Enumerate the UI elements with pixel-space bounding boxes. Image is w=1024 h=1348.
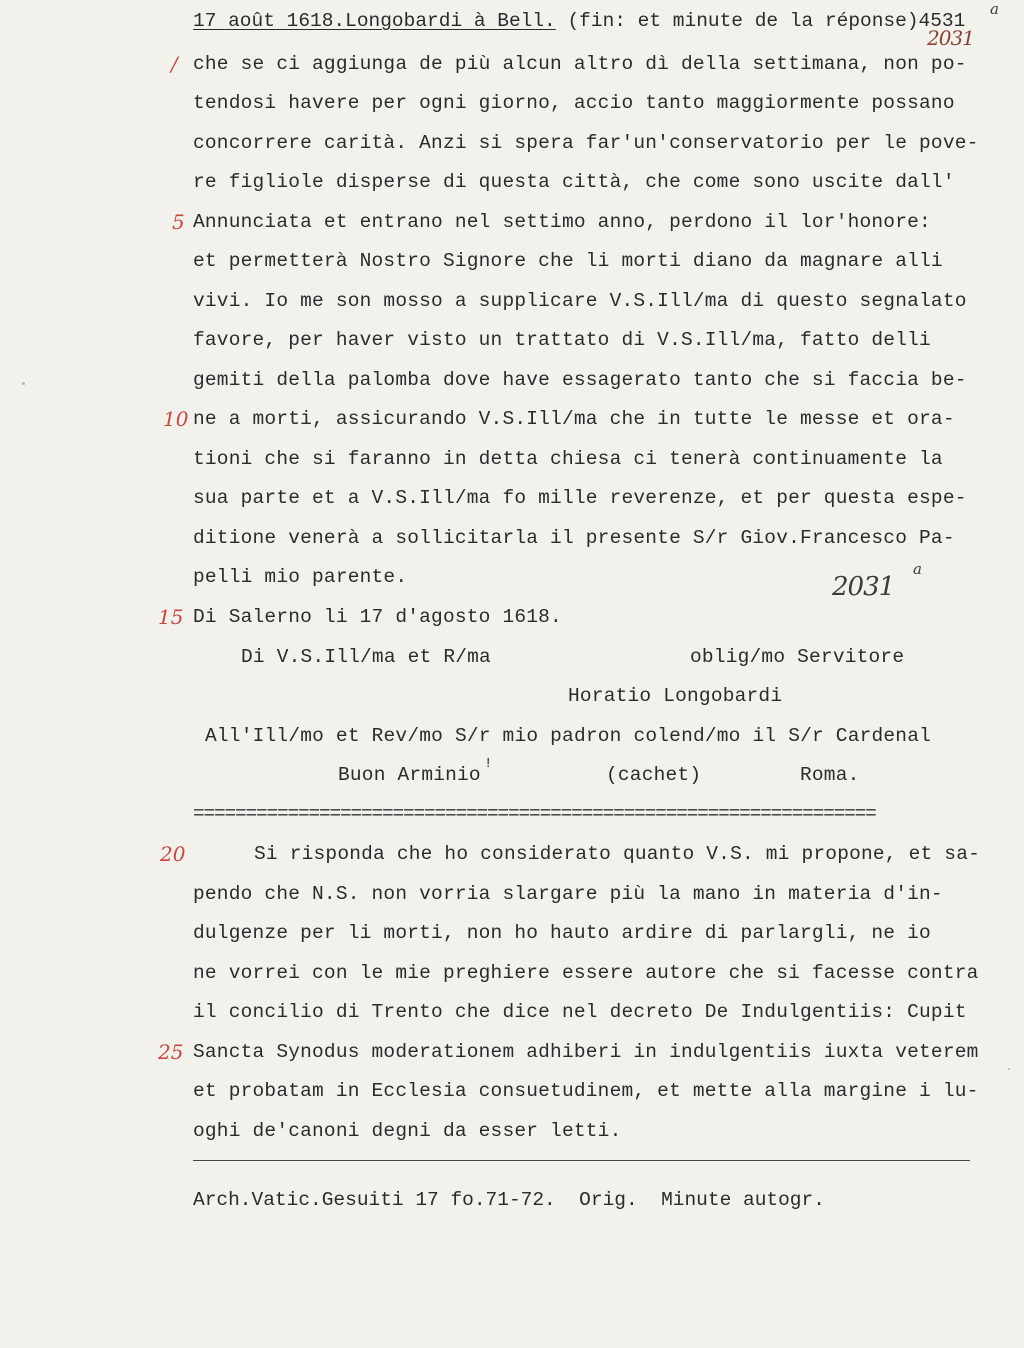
letter-line: tendosi havere per ogni giorno, accio tanto maggiormente possano <box>193 92 955 114</box>
letter-line: re figliole disperse di questa città, che come sono uscite dall' <box>193 171 955 193</box>
address-line: All'Ill/mo et Rev/mo S/r mio padron colend/mo il S/r Cardenal <box>205 725 932 747</box>
date-line: Di Salerno li 17 d'agosto 1618. <box>193 606 562 628</box>
reply-line: il concilio di Trento che dice nel decreto De Indulgentiis: Cupit <box>193 1001 967 1023</box>
letter-line: ne a morti, assicurando V.S.Ill/ma che in tutte le messe et ora- <box>193 408 955 430</box>
reply-line: ne vorrei con le mie preghiere essere autore che si facesse contra <box>193 962 979 984</box>
margin-mark-25: 25 <box>158 1040 184 1064</box>
letter-line: vivi. Io me son mosso a supplicare V.S.Ill/ma di questo segnalato <box>193 290 967 312</box>
document-header <box>193 9 965 33</box>
letter-line: che se ci aggiunga de più alcun altro dì della settimana, non po- <box>193 53 967 75</box>
address-mark: ! <box>484 756 493 772</box>
header-pencil-number: 2031 <box>927 26 974 50</box>
reply-line: oghi de'canoni degni da esser letti. <box>193 1120 622 1142</box>
place-label: Roma. <box>800 764 860 786</box>
reply-line: pendo che N.S. non vorria slargare più la mano in materia d'in- <box>193 883 943 905</box>
margin-mark-1: / <box>171 52 178 76</box>
mid-pencil-sup: a <box>913 560 922 578</box>
separator-line: ================================================================= <box>193 803 876 825</box>
reply-line: Sancta Synodus moderationem adhiberi in indulgentiis iuxta veterem <box>193 1041 979 1063</box>
header-sup-mark: a <box>990 0 999 18</box>
paper-speck <box>22 382 25 385</box>
footer-rule <box>193 1160 970 1161</box>
letter-line: gemiti della palomba dove have essagerato tanto che si faccia be- <box>193 369 967 391</box>
letter-line: sua parte et a V.S.Ill/ma fo mille reverenze, et per questa espe- <box>193 487 967 509</box>
header-rest: (fin: et minute de la réponse)4531 <box>555 10 966 32</box>
margin-mark-15: 15 <box>158 605 184 629</box>
letter-line: pelli mio parente. <box>193 566 408 588</box>
margin-mark-20: 20 <box>160 842 186 866</box>
salutation-left: Di V.S.Ill/ma et R/ma <box>241 646 491 668</box>
reply-line: dulgenze per li morti, non ho hauto ardire di parlargli, ne io <box>193 922 931 944</box>
letter-line: Annunciata et entrano nel settimo anno, perdono il lor'honore: <box>193 211 931 233</box>
letter-line: et permetterà Nostro Signore che li morti diano da magnare alli <box>193 250 943 272</box>
header-title: 17 août 1618.Longobardi à Bell. <box>193 10 556 32</box>
source-citation: Arch.Vatic.Gesuiti 17 fo.71-72. Orig. Minute autogr. <box>193 1189 825 1211</box>
letter-line: concorrere carità. Anzi si spera far'un'conservatorio per le pove- <box>193 132 979 154</box>
letter-line: ditione venerà a sollicitarla il presente S/r Giov.Francesco Pa- <box>193 527 955 549</box>
letter-line: tioni che si faranno in detta chiesa ci tenerà continuamente la <box>193 448 943 470</box>
signature: Horatio Longobardi <box>568 685 783 707</box>
mid-pencil-number: 2031 <box>832 572 895 602</box>
address-name: Buon Arminio <box>338 764 481 786</box>
salutation-right: oblig/mo Servitore <box>690 646 905 668</box>
reply-line: Si risponda che ho considerato quanto V.S. mi propone, et sa- <box>254 843 981 865</box>
paper-speck <box>1008 1068 1010 1070</box>
cachet-label: (cachet) <box>606 764 702 786</box>
margin-mark-5: 5 <box>172 210 185 234</box>
letter-line: favore, per haver visto un trattato di V.S.Ill/ma, fatto delli <box>193 329 931 351</box>
reply-line: et probatam in Ecclesia consuetudinem, et mette alla margine i lu- <box>193 1080 979 1102</box>
margin-mark-10: 10 <box>163 407 189 431</box>
